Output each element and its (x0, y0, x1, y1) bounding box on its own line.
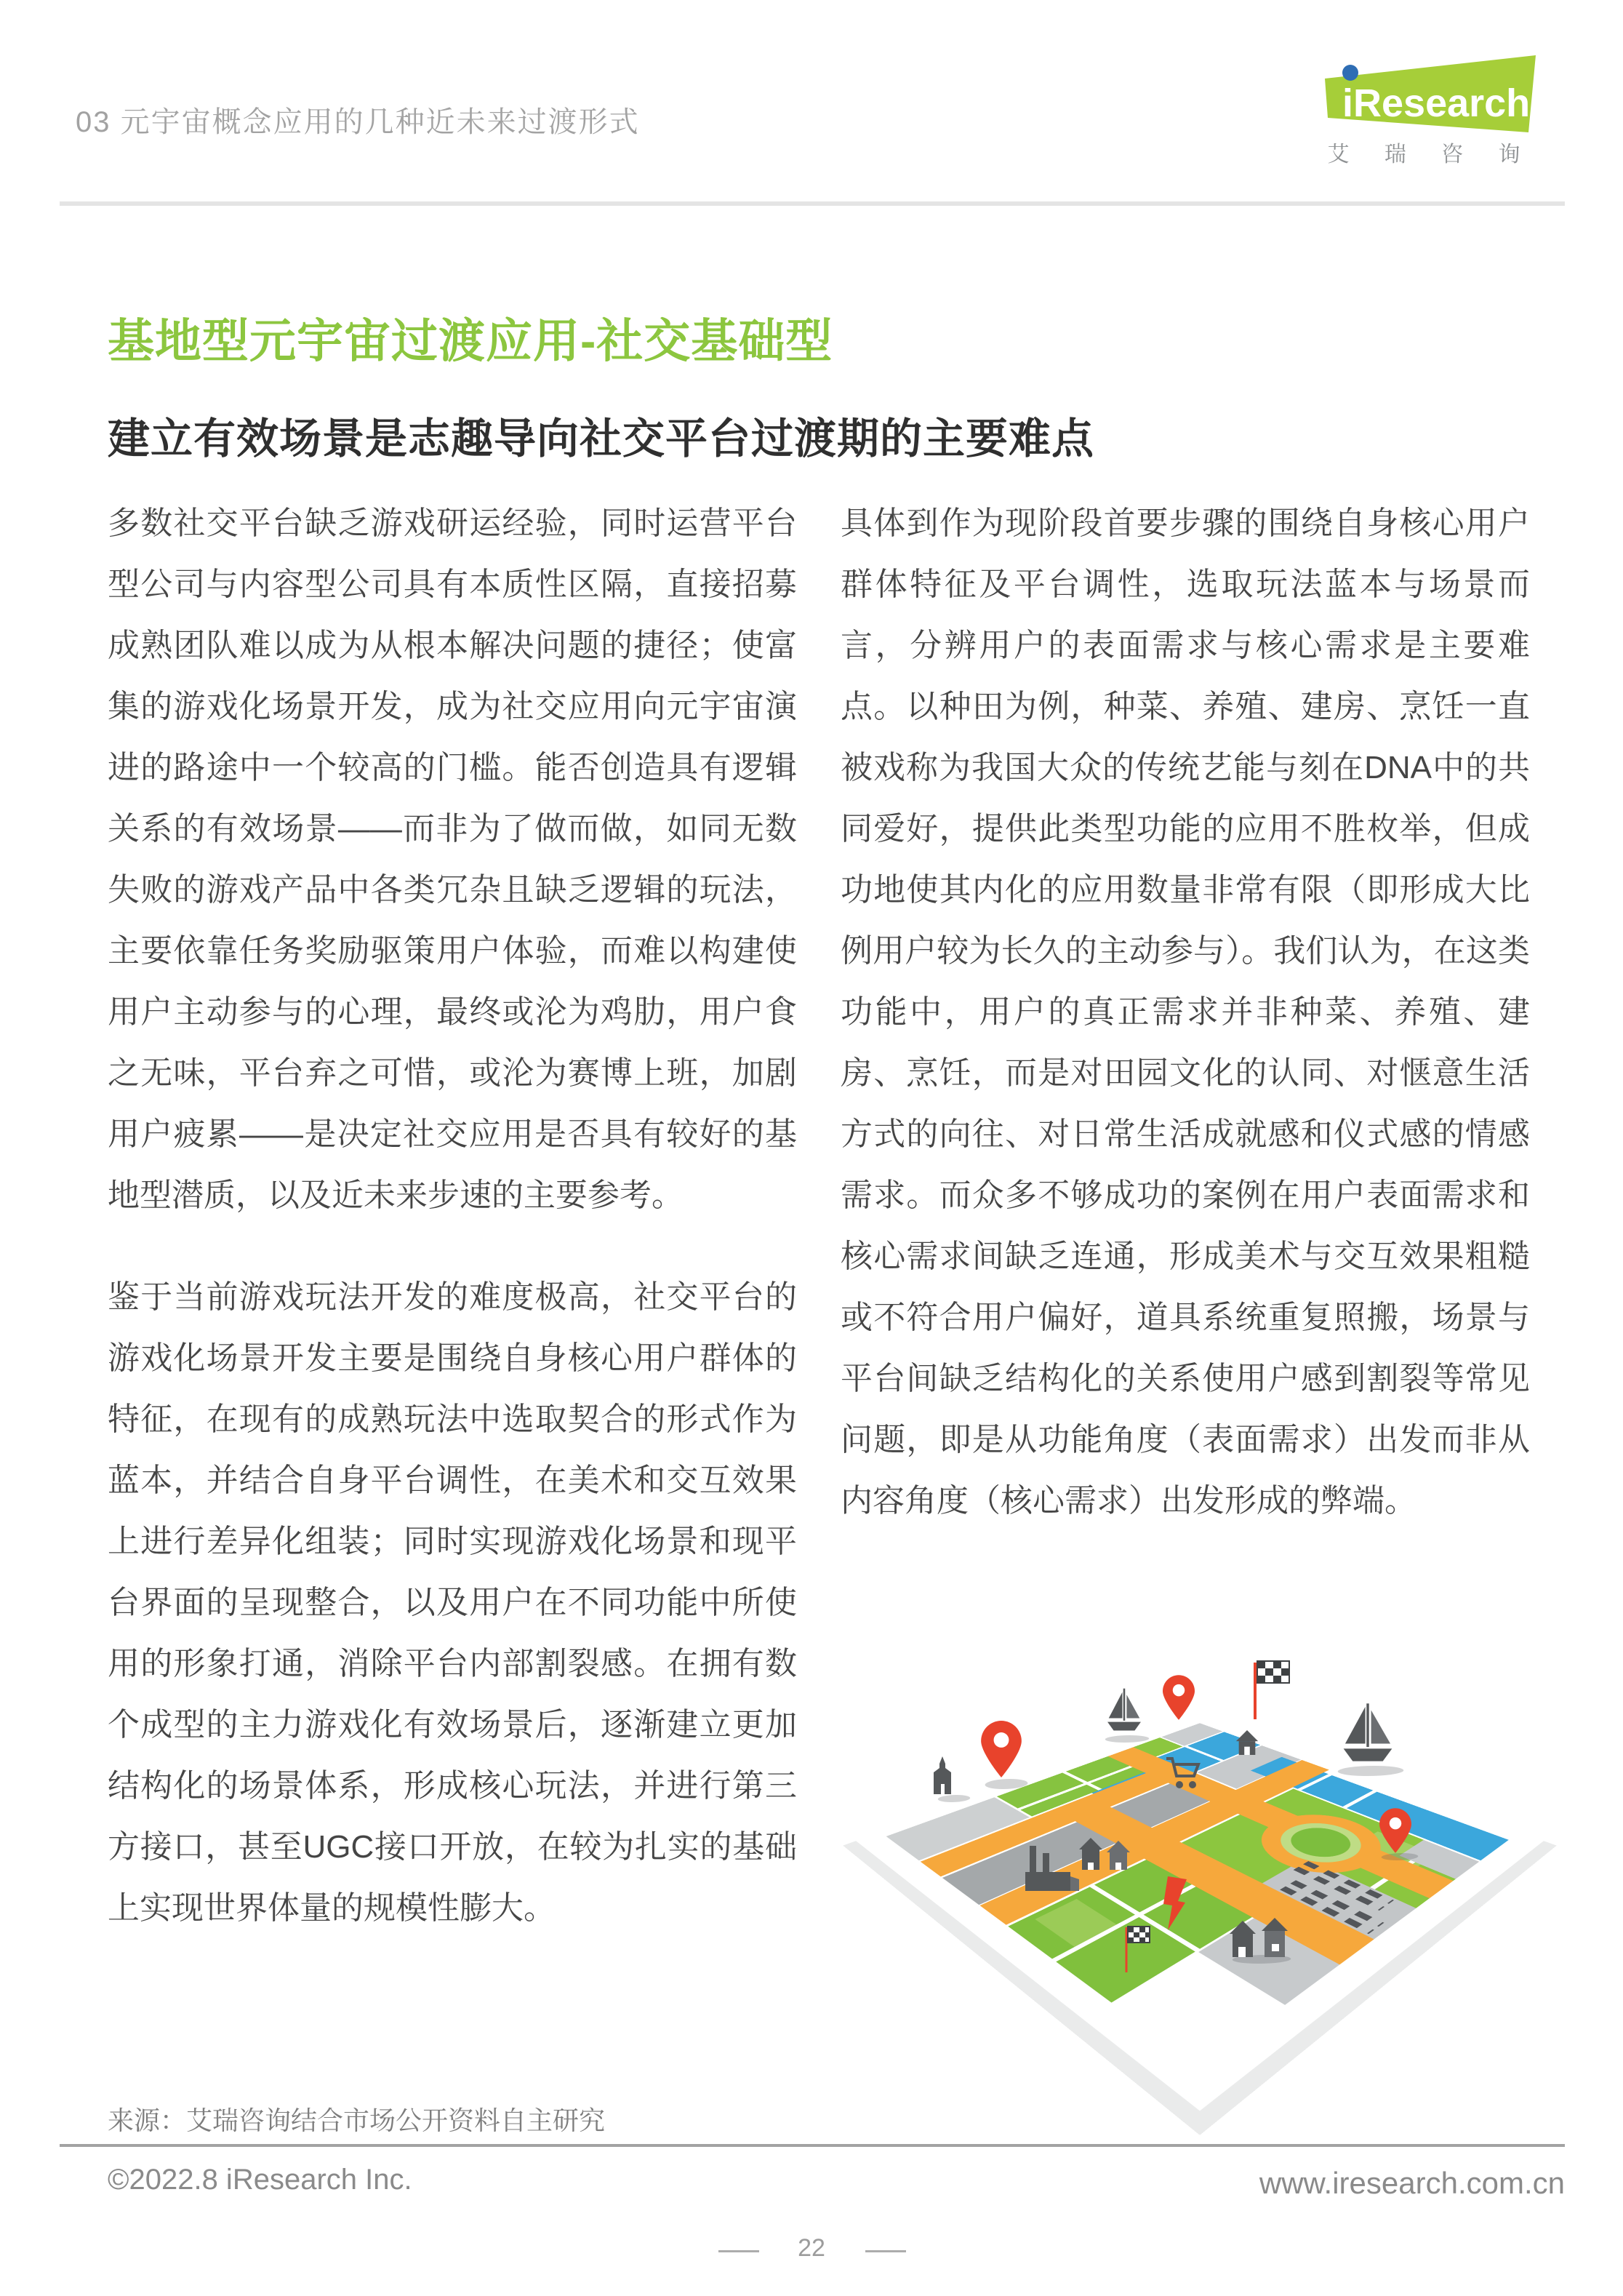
copyright-text: ©2022.8 iResearch Inc. (108, 2164, 412, 2196)
checkered-flag-icon (1123, 1924, 1152, 1974)
map-pin-icon (1379, 1808, 1411, 1853)
page-number: 22 (798, 2234, 825, 2262)
logo-brand-text: iResearch (1342, 81, 1531, 125)
house-icon (1228, 1915, 1292, 1959)
header-divider (60, 201, 1565, 206)
website-link[interactable]: www.iresearch.com.cn (1259, 2166, 1565, 2200)
map-pin-icon (981, 1721, 1022, 1777)
shopping-cart-icon (1165, 1756, 1204, 1792)
isometric-city-map-illustration (829, 1658, 1556, 2131)
source-note: 来源：艾瑞咨询结合市场公开资料自主研究 (108, 2105, 606, 2135)
sailboat-icon (1337, 1702, 1398, 1769)
house-icon (1078, 1835, 1133, 1871)
page-title: 基地型元宇宙过渡应用-社交基础型 (108, 315, 833, 367)
factory-icon (1019, 1844, 1081, 1892)
logo-brand-cn: 艾 瑞 咨 询 (1327, 143, 1535, 167)
iresearch-logo (1316, 51, 1542, 170)
footer-divider (60, 2144, 1565, 2147)
church-icon (929, 1756, 955, 1794)
left-column (108, 493, 797, 1939)
body-paragraph: 多数社交平台缺乏游戏研运经验，同时运营平台型公司与内容型公司具有本质性区隔，直接招募成熟团队难以成为从根本解决问题的捷径；使富集的游戏化场景开发，成为社交应用向元宇宙演进的路途中一个较高的门槛。能否创造具有逻辑关系的有效场景——而非为了做而做，如同无数失败的游戏产品中各类冗杂且缺乏逻辑的玩法，主要依靠任务奖励驱策用户体验，而难以构建使用户主动参与的心理，最终或沦为鸡肋，用户食之无味，平台弃之可惜，或沦为赛博上班，加剧用户疲累——是决定社交应用是否具有较好的基地型潜质，以及近未来步速的主要参考。 (108, 505, 797, 1213)
arrow-pin-icon (1158, 1876, 1190, 1930)
page-subtitle: 建立有效场景是志趣导向社交平台过渡期的主要难点 (108, 415, 1095, 463)
chapter-label: 03 元宇宙概念应用的几种近未来过渡形式 (76, 106, 640, 138)
page-number-dash (865, 2250, 906, 2252)
body-paragraph: 鉴于当前游戏玩法开发的难度极高，社交平台的游戏化场景开发主要是围绕自身核心用户群体的特征，在现有的成熟玩法中选取契合的形式作为蓝本，并结合自身平台调性，在美术和交互效果上进行差异化组装；同时实现游戏化场景和现平台界面的呈现整合，以及用户在不同功能中所使用的形象打通，消除平台内部割裂感。在拥有数个成型的主力游戏化有效场景后，逐渐建立更加结构化的场景体系，形成核心玩法，并进行第三方接口，甚至UGC接口开放，在较为扎实的基础上实现世界体量的规模性膨大。 (108, 1279, 797, 1926)
right-column (841, 493, 1530, 1532)
map-pin-icon (1163, 1675, 1195, 1720)
checkered-flag-icon (1251, 1658, 1291, 1722)
logo-dot-icon (1342, 65, 1358, 81)
body-paragraph: 具体到作为现阶段首要步骤的围绕自身核心用户群体特征及平台调性，选取玩法蓝本与场景而言，分辨用户的表面需求与核心需求是主要难点。以种田为例，种菜、养殖、建房、烹饪一直被戏称为我国大众的传统艺能与刻在DNA中的共同爱好，提供此类型功能的应用不胜枚举，但成功地使其内化的应用数量非常有限（即形成大比例用户较为长久的主动参与）。我们认为，在这类功能中，用户的真正需求并非种菜、养殖、建房、烹饪，而是对田园文化的认同、对惬意生活方式的向往、对日常生活成就感和仪式感的情感需求。而众多不够成功的案例在用户表面需求和核心需求间缺乏连通，形成美术与交互效果粗糙或不符合用户偏好，道具系统重复照搬，场景与平台间缺乏结构化的关系使用户感到割裂等常见问题，即是从功能角度（表面需求）出发而非从内容角度（核心需求）出发形成的弊端。 (841, 505, 1530, 1519)
page-number-dash (718, 2250, 759, 2252)
sailboat-icon (1102, 1687, 1146, 1737)
house-icon (1235, 1728, 1259, 1757)
